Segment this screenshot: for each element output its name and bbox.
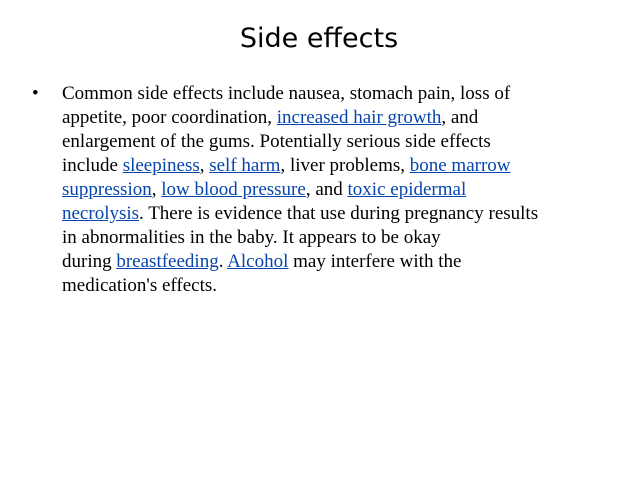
text-line xyxy=(62,274,614,298)
text-line xyxy=(62,178,614,202)
text-segment: Common side effects include nausea, stomach pain, loss of xyxy=(62,83,511,104)
hyperlink[interactable]: self harm xyxy=(209,155,281,176)
text-segment: , and xyxy=(305,179,348,200)
text-line xyxy=(62,130,614,154)
text-segment: in abnormalities in the baby. It appears to be okay xyxy=(62,227,441,248)
text-line xyxy=(62,106,614,130)
hyperlink[interactable]: low blood pressure xyxy=(161,179,306,200)
hyperlink[interactable]: necrolysis xyxy=(62,203,140,224)
hyperlink[interactable]: Alcohol xyxy=(227,251,289,272)
text-segment: enlargement of the gums. Potentially serious side effects xyxy=(62,131,491,152)
bullet-text xyxy=(62,82,614,298)
text-segment: may interfere with the xyxy=(288,251,462,272)
text-line xyxy=(62,226,614,250)
text-segment: , xyxy=(151,179,162,200)
text-segment: include xyxy=(62,155,123,176)
text-segment: . xyxy=(218,251,228,272)
text-line xyxy=(62,154,614,178)
text-segment: , xyxy=(199,155,210,176)
hyperlink[interactable]: suppression xyxy=(62,179,152,200)
text-line xyxy=(62,202,614,226)
hyperlink[interactable]: increased hair growth xyxy=(276,107,442,128)
hyperlink[interactable]: breastfeeding xyxy=(116,251,219,272)
text-segment: , liver problems, xyxy=(280,155,410,176)
text-line xyxy=(62,250,614,274)
text-segment: during xyxy=(62,251,117,272)
bullet-icon: • xyxy=(32,83,39,104)
hyperlink[interactable]: sleepiness xyxy=(122,155,200,176)
hyperlink[interactable]: toxic epidermal xyxy=(347,179,467,200)
slide-title: Side effects xyxy=(239,23,399,54)
text-line xyxy=(62,82,614,106)
text-segment: . There is evidence that use during pregnancy results xyxy=(139,203,539,224)
text-segment: medication's effects. xyxy=(62,275,218,296)
text-segment: , and xyxy=(441,107,479,128)
hyperlink[interactable]: bone marrow xyxy=(409,155,511,176)
text-segment: appetite, poor coordination, xyxy=(62,107,277,128)
